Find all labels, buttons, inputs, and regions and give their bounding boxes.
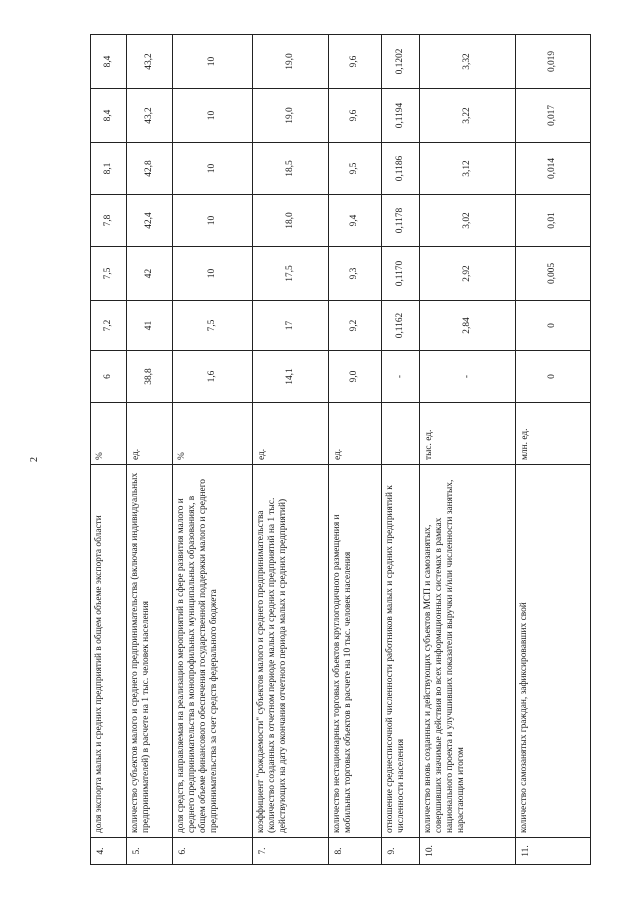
- rotated-table-wrapper: [90, 35, 590, 865]
- value-cell: 2,92: [420, 247, 516, 301]
- value-cell: 9,6: [329, 35, 382, 89]
- value-cell: 2,84: [420, 301, 516, 351]
- value-cell: 0,1194: [382, 89, 420, 143]
- value-cell: 0,005: [516, 247, 591, 301]
- row-number: 7.: [253, 838, 329, 865]
- row-number: 11.: [516, 838, 591, 865]
- value-cell: 3,22: [420, 89, 516, 143]
- value-cell: 17,5: [253, 247, 329, 301]
- unit-cell: тыс. ед.: [420, 403, 516, 465]
- row-number: 10.: [420, 838, 516, 865]
- value-cell: 9,3: [329, 247, 382, 301]
- value-cell: 42,8: [127, 143, 173, 195]
- value-cell: 18,0: [253, 195, 329, 247]
- value-cell: 7,8: [91, 195, 127, 247]
- value-cell: 14,1: [253, 351, 329, 403]
- indicator-text: количество самозанятых граждан, зафиксировавших свой: [516, 465, 591, 838]
- value-cell: 0,014: [516, 143, 591, 195]
- value-cell: 0,019: [516, 35, 591, 89]
- value-cell: 42,4: [127, 195, 173, 247]
- indicators-table: [90, 34, 591, 865]
- indicator-text: отношение среднесписочной численности работников малых и средних предприятий к численности населения: [382, 465, 420, 838]
- value-cell: 6: [91, 351, 127, 403]
- value-cell: 9,2: [329, 301, 382, 351]
- value-cell: 7,5: [173, 301, 253, 351]
- unit-cell: %: [173, 403, 253, 465]
- row-number: 9.: [382, 838, 420, 865]
- row-number: 4.: [91, 838, 127, 865]
- indicator-text: количество нестационарных торговых объектов круглогодичного размещения и мобильных торговых объектов в расчете на 10 тыс. человек населения: [329, 465, 382, 838]
- value-cell: 7,5: [91, 247, 127, 301]
- table-row: [329, 35, 382, 865]
- value-cell: 0: [516, 351, 591, 403]
- value-cell: 3,32: [420, 35, 516, 89]
- unit-cell: %: [91, 403, 127, 465]
- value-cell: 0,1202: [382, 35, 420, 89]
- table-row: [420, 35, 516, 865]
- value-cell: 41: [127, 301, 173, 351]
- table-row: [382, 35, 420, 865]
- value-cell: 0,1178: [382, 195, 420, 247]
- value-cell: 17: [253, 301, 329, 351]
- value-cell: 8,4: [91, 89, 127, 143]
- value-cell: 0,01: [516, 195, 591, 247]
- value-cell: 10: [173, 247, 253, 301]
- value-cell: 19,0: [253, 35, 329, 89]
- value-cell: 9,6: [329, 89, 382, 143]
- value-cell: -: [420, 351, 516, 403]
- value-cell: 43,2: [127, 35, 173, 89]
- unit-cell: ед.: [127, 403, 173, 465]
- value-cell: 3,02: [420, 195, 516, 247]
- indicator-text: коэффициент "рождаемости" субъектов малого и среднего предпринимательства (количество созданных в отчетном периоде малых и средних предприятий на 1 тыс. действующих на дату окончания отчетного периода малых и средних предприятий): [253, 465, 329, 838]
- value-cell: 0: [516, 301, 591, 351]
- row-number: 6.: [173, 838, 253, 865]
- row-number: 8.: [329, 838, 382, 865]
- value-cell: 0,1170: [382, 247, 420, 301]
- value-cell: 9,5: [329, 143, 382, 195]
- table-row: [516, 35, 591, 865]
- indicator-text: количество вновь созданных и действующих субъектов МСП и самозанятых, совершивших значимые действия во всех информационных системах в рамках национального проекта и улучшивших показатели выручки и/или численности занятых, нарастающим итогом: [420, 465, 516, 838]
- value-cell: 7,2: [91, 301, 127, 351]
- indicator-text: доля средств, направляемая на реализацию мероприятий в сфере развития малого и среднего предпринимательства в монопрофильных муниципальных образованиях, в общем объеме финансового обеспечения государственной поддержки малого и среднего предпринимательства за счет средств федерального бюджета: [173, 465, 253, 838]
- table-row: [91, 35, 127, 865]
- table-row: [173, 35, 253, 865]
- value-cell: 9,0: [329, 351, 382, 403]
- value-cell: 10: [173, 35, 253, 89]
- unit-cell: [382, 403, 420, 465]
- value-cell: -: [382, 351, 420, 403]
- unit-cell: ед.: [329, 403, 382, 465]
- value-cell: 1,6: [173, 351, 253, 403]
- value-cell: 8,4: [91, 35, 127, 89]
- unit-cell: млн. ед.: [516, 403, 591, 465]
- indicator-text: количество субъектов малого и среднего предпринимательства (включая индивидуальных предпринимателей) в расчете на 1 тыс. человек населения: [127, 465, 173, 838]
- value-cell: 0,1186: [382, 143, 420, 195]
- value-cell: 8,1: [91, 143, 127, 195]
- table-row: [253, 35, 329, 865]
- value-cell: 0,1162: [382, 301, 420, 351]
- indicator-text: доля экспорта малых и средних предприятий в общем объеме экспорта области: [91, 465, 127, 838]
- value-cell: 38,8: [127, 351, 173, 403]
- value-cell: 42: [127, 247, 173, 301]
- value-cell: 19,0: [253, 89, 329, 143]
- unit-cell: ед.: [253, 403, 329, 465]
- value-cell: 9,4: [329, 195, 382, 247]
- value-cell: 10: [173, 143, 253, 195]
- page-number: 2: [29, 457, 40, 462]
- value-cell: 10: [173, 89, 253, 143]
- value-cell: 3,12: [420, 143, 516, 195]
- value-cell: 18,5: [253, 143, 329, 195]
- value-cell: 0,017: [516, 89, 591, 143]
- value-cell: 43,2: [127, 89, 173, 143]
- value-cell: 10: [173, 195, 253, 247]
- table-row: [127, 35, 173, 865]
- row-number: 5.: [127, 838, 173, 865]
